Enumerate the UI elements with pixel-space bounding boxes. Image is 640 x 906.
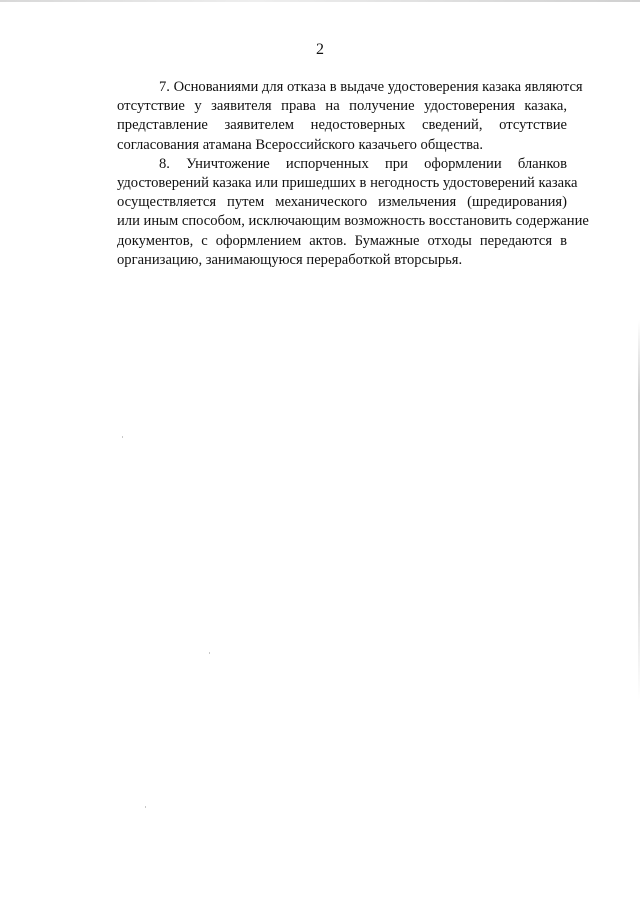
text-line: 8. Уничтожение испорченных при оформлении бланков: [159, 155, 567, 172]
text-line: удостоверений казака или пришедших в негодность удостоверений казака: [117, 175, 578, 192]
page-number: 2: [316, 41, 324, 58]
scan-speck: [122, 436, 123, 438]
scan-speck: [209, 652, 210, 654]
text-line: отсутствие у заявителя права на получение удостоверения казака,: [117, 98, 567, 115]
document-body: [75, 78, 589, 270]
scan-speck: [145, 806, 146, 808]
text-line: представление заявителем недостоверных сведений, отсутствие: [117, 117, 567, 134]
paragraph-8: [75, 155, 589, 270]
text-line: осуществляется путем механического измельчения (шредирования): [117, 194, 567, 211]
text-line: 7. Основаниями для отказа в выдаче удостоверения казака являются: [159, 79, 583, 95]
paragraph-7: [75, 78, 583, 155]
text-line: или иным способом, исключающим возможность восстановить содержание: [117, 213, 589, 230]
scan-edge-top: [0, 0, 640, 2]
text-line: организацию, занимающуюся переработкой вторсырья.: [117, 251, 463, 268]
text-line: документов, с оформлением актов. Бумажные отходы передаются в: [117, 232, 567, 249]
text-line: согласования атамана Всероссийского казачьего общества.: [117, 136, 484, 153]
